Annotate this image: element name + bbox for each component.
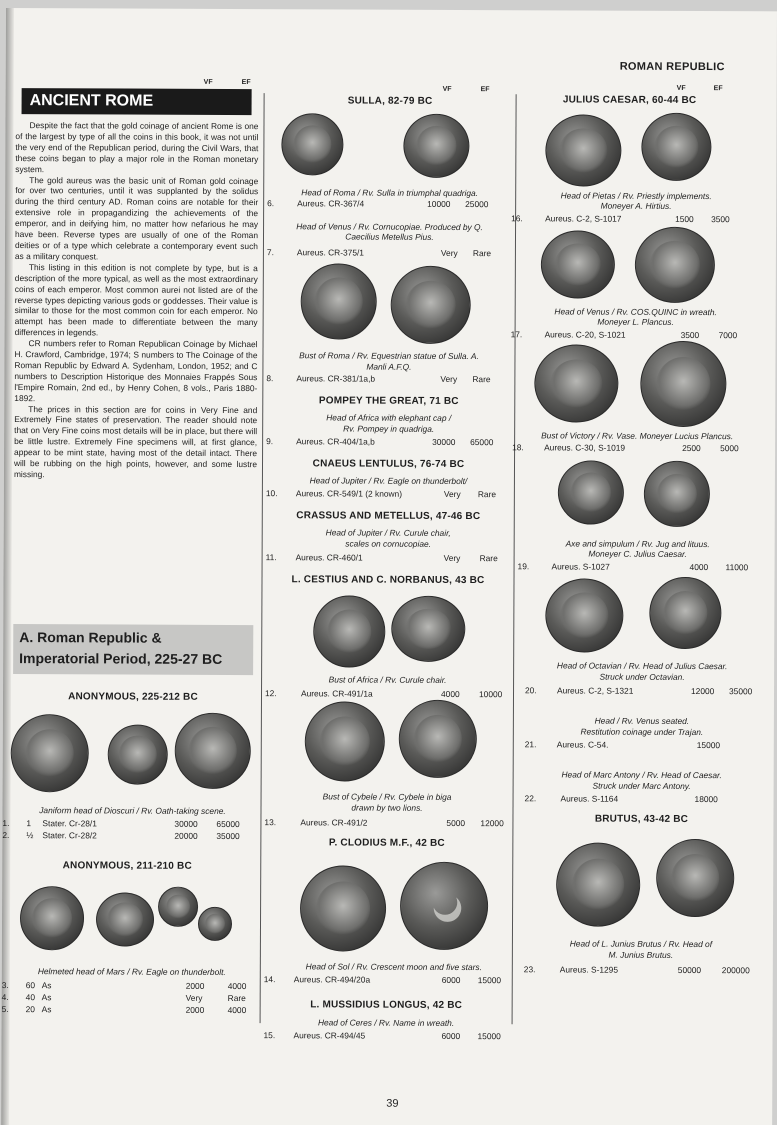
coin-caption: Head of Ceres / Rv. Name in wreath.	[317, 1017, 455, 1028]
entry-description: Stater. Cr-28/2	[42, 830, 97, 841]
entry-number: 2.	[2, 829, 10, 841]
coin-image	[108, 724, 168, 784]
entry-ef-price: 12000	[480, 818, 504, 829]
catalog-entry	[517, 685, 769, 697]
ruler-heading: CNAEUS LENTULUS, 76-74 BC	[312, 458, 465, 471]
coin-caption: Restitution coinage under Trajan.	[580, 726, 704, 738]
entry-number: 23.	[523, 964, 536, 975]
catalog-entry	[266, 436, 514, 448]
coin-image	[545, 578, 623, 652]
catalog-entry	[267, 198, 515, 210]
coin-image	[403, 114, 469, 178]
coin-caption: M. Junius Brutus.	[608, 949, 674, 960]
coin-image	[300, 865, 386, 951]
entry-vf-price: 12000	[691, 685, 715, 697]
coin-caption: Bust of Cybele / Rv. Cybele in biga	[322, 791, 452, 802]
coin-image	[20, 886, 84, 950]
entry-description: Aureus. CR-381/1a,b	[296, 373, 376, 384]
coin-caption: Manli A.F.Q.	[366, 361, 412, 372]
entry-vf-price: 10000	[427, 198, 451, 209]
entry-ef-price: 3500	[711, 214, 730, 225]
entry-vf-price: 6000	[441, 974, 461, 985]
entry-ef-price: 65000	[470, 437, 494, 448]
coin-caption: scales on cornucopiae.	[345, 538, 432, 549]
entry-vf-price: 2500	[682, 442, 701, 454]
vf-column-head: VF	[442, 85, 452, 93]
entry-number: 1.	[2, 817, 10, 829]
ruler-heading: SULLA, 82-79 BC	[347, 95, 433, 107]
coin-image	[11, 714, 89, 792]
coin-caption: Rv. Pompey in quadriga.	[343, 423, 435, 434]
ruler-heading: L. CESTIUS AND C. NORBANUS, 43 BC	[291, 574, 485, 587]
coin-caption: Bust of Victory / Rv. Vase. Moneyer Lucius Plancus.	[541, 430, 734, 442]
coin-caption: Moneyer C. Julius Caesar.	[588, 548, 687, 559]
entry-ef-price: 5000	[720, 443, 739, 454]
entry-ef-price: 15000	[696, 740, 721, 751]
entry-ef-price: 25000	[465, 199, 489, 210]
coin-image	[649, 577, 721, 649]
entry-ef-price: Rare	[227, 992, 246, 1004]
entry-vf-price: 30000	[432, 436, 456, 447]
entry-denomination: 60	[25, 980, 36, 991]
coin-caption: Head of Jupiter / Rv. Eagle on thunderbolt/	[309, 475, 468, 487]
coin-image	[558, 460, 624, 524]
entry-vf-price: 6000	[441, 1030, 461, 1041]
entry-description: Aureus. CR-375/1	[296, 247, 365, 258]
catalog-entry	[264, 974, 516, 986]
coin-image	[158, 887, 198, 927]
coin-caption: Head of Africa with elephant cap /	[326, 412, 452, 423]
coin-image	[399, 700, 477, 778]
column-divider	[260, 93, 265, 1023]
crescent-icon	[401, 863, 487, 949]
coin-caption: Janiform head of Dioscuri / Rv. Oath-taking scene.	[39, 805, 226, 816]
catalog-entry	[510, 329, 769, 341]
coin-caption: Struck under Marc Antony.	[592, 780, 691, 791]
coin-image	[556, 842, 640, 926]
coin-image	[534, 344, 618, 422]
entry-vf-price: Very	[185, 992, 203, 1003]
coin-caption: Head of Octavian / Rv. Head of Julius Caesar.	[556, 660, 728, 672]
intro-paragraph: CR numbers refer to Roman Republican Coinage by Michael H. Crawford, Cambridge, 1974; S numbers to The Coinage of the Roman Republic by Edward A. Sydenham, London, 1952; and C numbers to Description Historique des Monnaies Frappés Sous l'Empire Romain, 2nd ed., by Henry Cohen, 8 vols., Paris 1880-1892.	[14, 338, 258, 403]
entry-number: 10.	[265, 488, 278, 499]
catalog-entry	[2, 980, 260, 992]
entry-vf-price: 2000	[185, 1004, 205, 1015]
coin-image	[391, 596, 465, 662]
catalog-entry	[263, 1030, 515, 1042]
section-heading	[13, 624, 253, 675]
catalog-entry	[517, 793, 769, 805]
entry-number: 5.	[1, 1003, 9, 1015]
intro-paragraph: The gold aureus was the basic unit of Roman gold coinage for over two centuries, until it was supplanted by the solidus during the third century AD. Roman coins are notable for their extensive role in propagandizing the achievements of the emperor, and in deifying him, no matter how nefarious he may have been. Reverse types are usually of one of the Roman deities or of a type which celebrate a contemporary event such as a military conquest.	[14, 174, 259, 262]
coin-image	[541, 230, 615, 298]
entry-denomination: 40	[25, 992, 36, 1003]
ruler-heading: ANONYMOUS, 211-210 BC	[62, 860, 192, 872]
entry-description: Aureus. CR-494/45	[293, 1030, 366, 1041]
catalog-entry	[266, 373, 514, 385]
entry-denomination: ½	[26, 830, 34, 841]
coin-caption: Helmeted head of Mars / Rv. Eagle on thunderbolt.	[37, 966, 226, 977]
entry-ef-price: 7000	[718, 330, 738, 341]
entry-description: As	[41, 992, 52, 1003]
intro-text	[14, 120, 259, 481]
catalog-entry	[267, 247, 515, 259]
ef-column-head: EF	[480, 86, 490, 94]
coin-image	[641, 113, 711, 181]
entry-vf-price: 3500	[680, 329, 700, 341]
coin-caption: Head of Marc Antony / Rv. Head of Caesar.	[561, 769, 722, 781]
coin-image	[198, 907, 232, 941]
coin-caption: Caecilius Metellus Pius.	[345, 231, 434, 242]
coin-image	[545, 114, 621, 186]
coin-caption: Axe and simpulum / Rv. Jug and lituus.	[565, 538, 710, 550]
vf-column-head: VF	[676, 84, 686, 92]
coin-image	[640, 341, 726, 427]
coin-image	[305, 701, 385, 781]
entry-number: 3.	[1, 979, 9, 991]
coin-image	[175, 713, 251, 789]
entry-ef-price: 200000	[721, 965, 750, 976]
catalog-entry	[2, 1004, 260, 1016]
coin-image	[644, 461, 710, 527]
coin-image	[400, 862, 488, 950]
entry-denomination: 1	[26, 818, 32, 829]
entry-ef-price: 15000	[477, 1031, 501, 1042]
entry-description: Aureus. S-1295	[559, 964, 619, 975]
entry-ef-price: 11000	[725, 562, 749, 573]
ruler-heading: POMPEY THE GREAT, 71 BC	[318, 395, 459, 407]
coin-image	[635, 227, 715, 303]
coin-image	[96, 892, 154, 946]
ruler-heading: JULIUS CAESAR, 60-44 BC	[562, 94, 697, 107]
entry-number: 17.	[510, 329, 523, 340]
entry-description: Aureus. CR-460/1	[295, 552, 363, 563]
page-title: ANCIENT ROME	[22, 88, 252, 115]
intro-paragraph: The prices in this section are for coins in Very Fine and Extremely Fine states of preservation. The reader should note that on Very Fine coins most details will be in place, but there will be little lustre. Extremely Fine specimens will, at first glance, appear to be mint state, having most of the detail intact. There will be rubbing on the high points, however, and some lustre missing.	[13, 403, 258, 480]
entry-description: Aureus. CR-494/20a	[293, 974, 371, 985]
catalog-entry	[2, 830, 260, 842]
entry-vf-price: 5000	[446, 817, 466, 829]
vf-column-head: VF	[203, 78, 213, 86]
coin-caption: Head of Venus / Rv. Cornucopiae. Produced by Q.	[296, 221, 483, 233]
coin-image	[656, 839, 734, 917]
entry-ef-price: 15000	[477, 975, 502, 986]
coin-caption: Head of Jupiter / Rv. Curule chair,	[325, 527, 451, 538]
entry-ef-price: 18000	[694, 794, 718, 805]
catalog-entry	[266, 488, 514, 500]
entry-ef-price: Rare	[479, 553, 498, 564]
section-heading-line: A. Roman Republic &	[19, 629, 162, 646]
coin-caption: Head of Venus / Rv. COS.QUINC in wreath.	[554, 306, 717, 318]
entry-ef-price: Rare	[472, 248, 492, 259]
catalog-entry	[518, 561, 770, 573]
entry-description: Aureus. S-1027	[551, 561, 610, 572]
entry-vf-price: 4000	[440, 688, 460, 699]
catalog-entry	[516, 964, 768, 976]
entry-vf-price: 20000	[174, 830, 198, 841]
ruler-heading: L. MUSSIDIUS LONGUS, 42 BC	[310, 999, 463, 1011]
entry-description: As	[41, 980, 52, 991]
intro-paragraph: This listing in this edition is not complete by type, but is a description of the more typical, as well as the most extraordinary coins of each emperor. Most common aurei not listed are of the reverse types depicting various gods or goddesses. Their value is similar to those for the most common coin for each emperor. No attempt has been made to differentiate between the many differences in legends.	[14, 261, 258, 338]
coin-caption: Struck under Octavian.	[599, 671, 685, 682]
entry-description: Aureus. CR-404/1a,b	[296, 436, 375, 447]
entry-vf-price: Very	[443, 552, 461, 563]
entry-number: 16.	[511, 213, 523, 224]
entry-description: Aureus. C-54.	[556, 739, 609, 750]
coin-caption: Head / Rv. Venus seated.	[594, 715, 690, 726]
entry-vf-price: 50000	[677, 964, 702, 976]
entry-vf-price: Very	[440, 247, 458, 258]
entry-ef-price: 4000	[227, 1004, 247, 1016]
page-spine	[1, 8, 14, 1125]
entry-number: 8.	[266, 373, 274, 384]
coin-caption: Head of L. Junius Brutus / Rv. Head of	[569, 938, 713, 950]
entry-vf-price: Very	[443, 488, 461, 499]
entry-ef-price: Rare	[477, 489, 497, 500]
coin-image	[391, 266, 471, 344]
coin-caption: Bust of Roma / Rv. Equestrian statue of Sulla. A.	[299, 350, 479, 362]
entry-ef-price: 10000	[478, 689, 503, 700]
entry-description: Aureus. CR-549/1 (2 known)	[295, 488, 403, 499]
ruler-heading: ANONYMOUS, 225-212 BC	[68, 691, 198, 703]
entry-description: Aureus. CR-491/2	[300, 817, 368, 828]
entry-number: 21.	[524, 739, 537, 750]
entry-vf-price: 30000	[174, 818, 198, 829]
entry-number: 7.	[266, 247, 274, 258]
entry-number: 14.	[263, 974, 276, 985]
entry-description: Aureus. C-30, S-1019	[544, 442, 626, 453]
coin-caption: Head of Pietas / Rv. Priestly implements.	[560, 190, 712, 202]
catalog-entry	[2, 818, 260, 830]
entry-ef-price: 35000	[216, 830, 240, 842]
entry-description: Aureus. CR-367/4	[297, 198, 365, 209]
coin-caption: Moneyer L. Plancus.	[597, 316, 674, 327]
catalog-entry	[265, 688, 513, 700]
coin-caption: Head of Roma / Rv. Sulla in triumphal quadriga.	[301, 187, 479, 199]
entry-description: Aureus. C-2, S-1017	[545, 213, 622, 224]
ruler-heading: CRASSUS AND METELLUS, 47-46 BC	[296, 510, 481, 523]
entry-number: 4.	[1, 991, 9, 1003]
coin-caption: Moneyer A. Hirtius.	[600, 200, 672, 211]
catalog-entry	[512, 442, 768, 454]
entry-number: 19.	[517, 561, 530, 572]
catalog-entry	[511, 213, 769, 225]
ruler-heading: P. CLODIUS M.F., 42 BC	[328, 837, 445, 849]
entry-description: Aureus. S-1164	[560, 793, 619, 804]
page-number: 39	[386, 1097, 399, 1110]
entry-number: 15.	[263, 1030, 276, 1041]
ef-column-head: EF	[713, 85, 723, 93]
coin-image	[301, 263, 377, 339]
intro-paragraph: Despite the fact that the gold coinage of ancient Rome is one of the largest by type of all the coins in this book, it was not until the very end of the Republican period, during the Civil Wars, that these coins began to play a major role in the Roman monetary system.	[15, 120, 259, 174]
entry-number: 20.	[525, 685, 537, 696]
coin-image	[281, 113, 343, 175]
entry-number: 11.	[265, 552, 277, 563]
entry-number: 13.	[264, 817, 277, 828]
entry-ef-price: 35000	[729, 686, 753, 697]
entry-ef-price: 65000	[216, 818, 240, 830]
entry-description: Stater. Cr-28/1	[42, 818, 97, 829]
entry-vf-price: Very	[440, 373, 458, 384]
entry-vf-price: 2000	[185, 980, 205, 991]
entry-description: Aureus. CR-491/1a	[300, 688, 373, 699]
ef-column-head: EF	[241, 79, 251, 87]
catalog-entry	[2, 992, 260, 1004]
entry-description: Aureus. C-2, S-1321	[557, 685, 634, 696]
section-heading-line: Imperatorial Period, 225-27 BC	[19, 650, 223, 667]
entry-number: 12.	[264, 688, 277, 699]
catalog-page	[1, 8, 777, 1125]
entry-number: 6.	[267, 198, 275, 209]
catalog-entry	[264, 817, 512, 829]
entry-description: As	[41, 1004, 52, 1015]
running-header: ROMAN REPUBLIC	[619, 60, 725, 74]
entry-number: 22.	[524, 793, 537, 804]
entry-description: Aureus. C-20, S-1021	[544, 329, 626, 340]
coin-image	[313, 595, 385, 667]
entry-denomination: 20	[25, 1004, 35, 1015]
entry-ef-price: 4000	[227, 980, 247, 992]
entry-number: 9.	[266, 436, 274, 447]
entry-vf-price: 1500	[675, 213, 694, 225]
coin-caption: Head of Sol / Rv. Crescent moon and five stars.	[305, 961, 482, 973]
coin-caption: Bust of Africa / Rv. Curule chair.	[328, 674, 447, 685]
catalog-entry	[266, 552, 514, 564]
entry-vf-price: 4000	[689, 561, 709, 573]
entry-ef-price: Rare	[472, 374, 491, 385]
entry-number: 18.	[512, 442, 524, 453]
catalog-entry	[517, 739, 769, 751]
ruler-heading: BRUTUS, 43-42 BC	[594, 813, 689, 825]
coin-caption: drawn by two lions.	[351, 802, 423, 813]
